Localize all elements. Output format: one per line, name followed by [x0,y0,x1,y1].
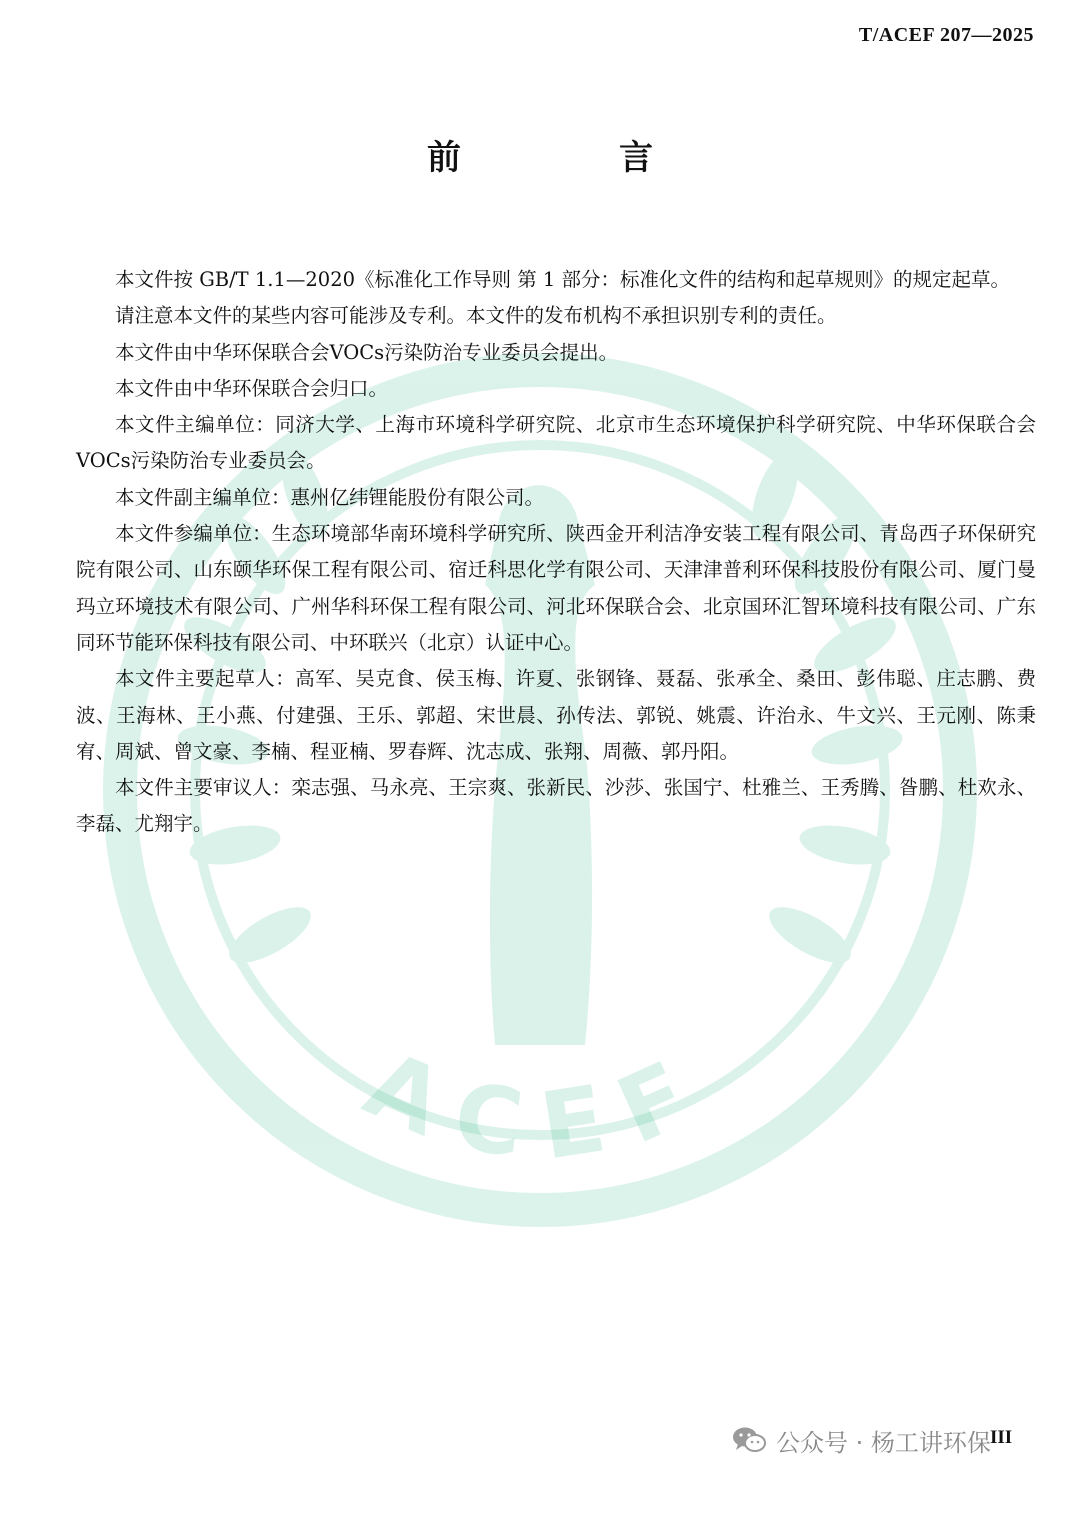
preface-body [76,262,1036,843]
paragraph-proposer: 本文件由中华环保联合会VOCs污染防治专业委员会提出。 [115,340,619,364]
paragraph-participating-units: 本文件参编单位：生态环境部华南环境科学研究所、陕西金开利洁净安装工程有限公司、青岛西子环保研究院有限公司、山东颐华环保工程有限公司、宿迁科思化学有限公司、天津津普利环保科技股份有限公司、厦门曼玛立环境技术有限公司、广州华科环保工程有限公司、河北环保联合会、北京国环汇智环境科技有限公司、广东同环节能环保科技有限公司、中环联兴（北京）认证中心。 [76,522,1036,654]
source-text: 公众号 · 杨工讲环保 [776,1428,991,1457]
paragraph-reviewers: 本文件主要审议人：栾志强、马永亮、王宗爽、张新民、沙莎、张国宁、杜雅兰、王秀腾、昝鹏、杜欢永、李磊、尤翔宇。 [76,776,1036,836]
paragraph-patent-notice: 请注意本文件的某些内容可能涉及专利。本文件的发布机构不承担识别专利的责任。 [115,304,837,328]
paragraph-centralized: 本文件由中华环保联合会归口。 [115,376,389,400]
paragraph-chief-editors: 本文件主编单位：同济大学、上海市环境科学研究院、北京市生态环境保护科学研究院、中华环保联合会VOCs污染防治专业委员会。 [76,413,1036,473]
document-code: T/ACEF 207—2025 [858,24,1034,46]
paragraph-deputy-editor: 本文件副主编单位：惠州亿纬锂能股份有限公司。 [115,485,545,509]
paragraph-drafters: 本文件主要起草人：高军、吴克食、侯玉梅、许夏、张钢锋、聂磊、张承全、桑田、彭伟聪、庄志鹏、费波、王海林、王小燕、付建强、王乐、郭超、宋世晨、孙传法、郭锐、姚震、许治永、牛文兴、王元刚、陈秉宥、周斌、曾文豪、李楠、程亚楠、罗春辉、沈志成、张翔、周薇、郭丹阳。 [76,667,1036,763]
wechat-source-mark [732,1421,991,1459]
page-number: III [990,1427,1013,1448]
paragraph-drafting-rules: 本文件按 GB/T 1.1—2020《标准化工作导则 第 1 部分：标准化文件的结构和起草规则》的规定起草。 [115,268,1011,291]
wechat-icon [732,1426,766,1454]
svg-text:ACEF: ACEF [350,1030,730,1182]
page-title: 前 言 [427,138,715,178]
